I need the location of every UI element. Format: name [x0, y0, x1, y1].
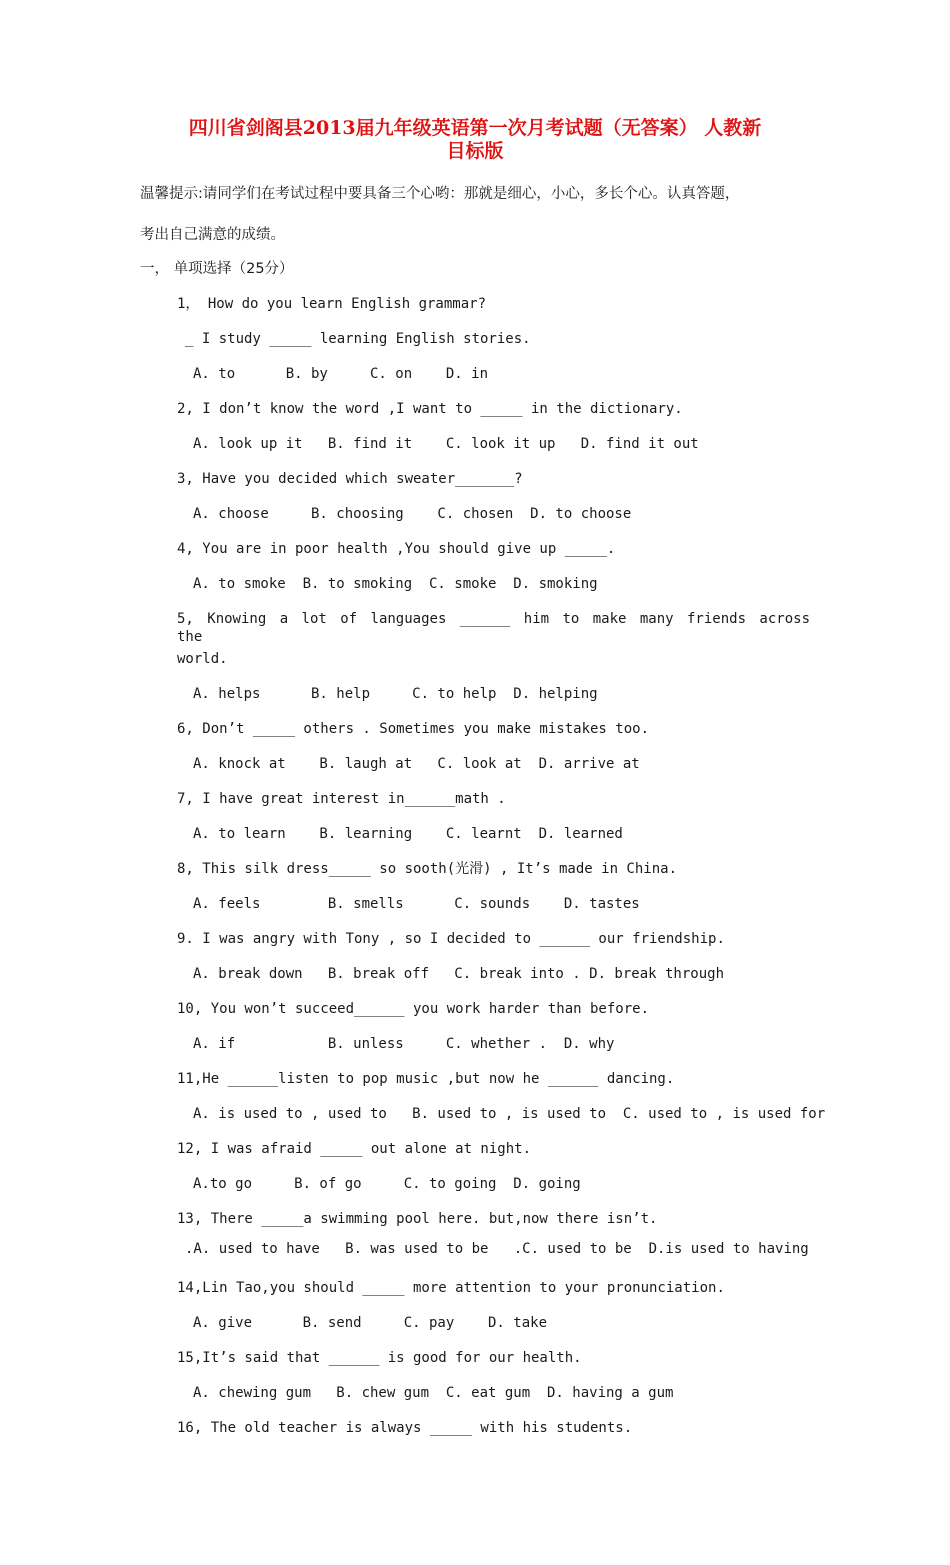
question-5: 5, Knowing a lot of languages ______ him to make many friends across the: [177, 611, 810, 645]
question-13-options: .A. used to have B. was used to be .C. used to be D.is used to having: [185, 1241, 809, 1257]
question-6: 6, Don’t _____ others . Sometimes you make mistakes too.: [177, 721, 650, 737]
question-1: 1， How do you learn English grammar?: [177, 296, 487, 312]
question-16: 16, The old teacher is always _____ with his students.: [177, 1420, 633, 1436]
question-9-options: A. break down B. break off C. break into . D. break through: [193, 966, 725, 982]
question-11: 11,He ______listen to pop music ,but now he ______ dancing.: [177, 1071, 675, 1087]
question-5-continued: world.: [177, 651, 228, 667]
section-heading: 一， 单项选择（25分）: [140, 261, 294, 277]
question-9: 9. I was angry with Tony , so I decided to ______ our friendship.: [177, 931, 725, 947]
question-14: 14,Lin Tao,you should _____ more attention to your pronunciation.: [177, 1280, 725, 1296]
question-14-options: A. give B. send C. pay D. take: [193, 1315, 548, 1331]
page-title-line-1: 四川省剑阁县2013届九年级英语第一次月考试题（无答案） 人教新: [188, 117, 762, 139]
tip-text-line-2: 考出自己满意的成绩。: [140, 227, 285, 243]
question-3-options: A. choose B. choosing C. chosen D. to choose: [193, 506, 632, 522]
question-8-options: A. feels B. smells C. sounds D. tastes: [193, 896, 640, 912]
question-12: 12, I was afraid _____ out alone at night.: [177, 1141, 532, 1157]
question-3: 3, Have you decided which sweater_______?: [177, 471, 523, 487]
question-4-options: A. to smoke B. to smoking C. smoke D. smoking: [193, 576, 598, 592]
question-6-options: A. knock at B. laugh at C. look at D. arrive at: [193, 756, 640, 772]
question-5-options: A. helps B. help C. to help D. helping: [193, 686, 598, 702]
question-11-options: A. is used to , used to B. used to , is used to C. used to , is used for: [193, 1106, 826, 1122]
question-1-options: A. to B. by C. on D. in: [193, 366, 489, 382]
question-10: 10, You won’t succeed______ you work harder than before.: [177, 1001, 650, 1017]
question-7-options: A. to learn B. learning C. learnt D. learned: [193, 826, 623, 842]
question-7: 7, I have great interest in______math .: [177, 791, 506, 807]
question-2-options: A. look up it B. find it C. look it up D. find it out: [193, 436, 699, 452]
question-15: 15,It’s said that ______ is good for our health.: [177, 1350, 582, 1366]
question-8: 8, This silk dress_____ so sooth(光滑) , It’s made in China.: [177, 861, 678, 877]
question-15-options: A. chewing gum B. chew gum C. eat gum D. having a gum: [193, 1385, 674, 1401]
question-1-answer: _ I study _____ learning English stories.: [185, 331, 531, 347]
tip-text-line-1: 温馨提示:请同学们在考试过程中要具备三个心哟：那就是细心，小心，多长个心。认真答题，: [140, 186, 740, 202]
question-4: 4, You are in poor health ,You should give up _____.: [177, 541, 616, 557]
page-title-line-2: 目标版: [446, 140, 504, 162]
question-12-options: A.to go B. of go C. to going D. going: [193, 1176, 581, 1192]
question-10-options: A. if B. unless C. whether . D. why: [193, 1036, 615, 1052]
question-2: 2, I don’t know the word ,I want to _____ in the dictionary.: [177, 401, 683, 417]
question-13: 13, There _____a swimming pool here. but,now there isn’t.: [177, 1211, 658, 1227]
